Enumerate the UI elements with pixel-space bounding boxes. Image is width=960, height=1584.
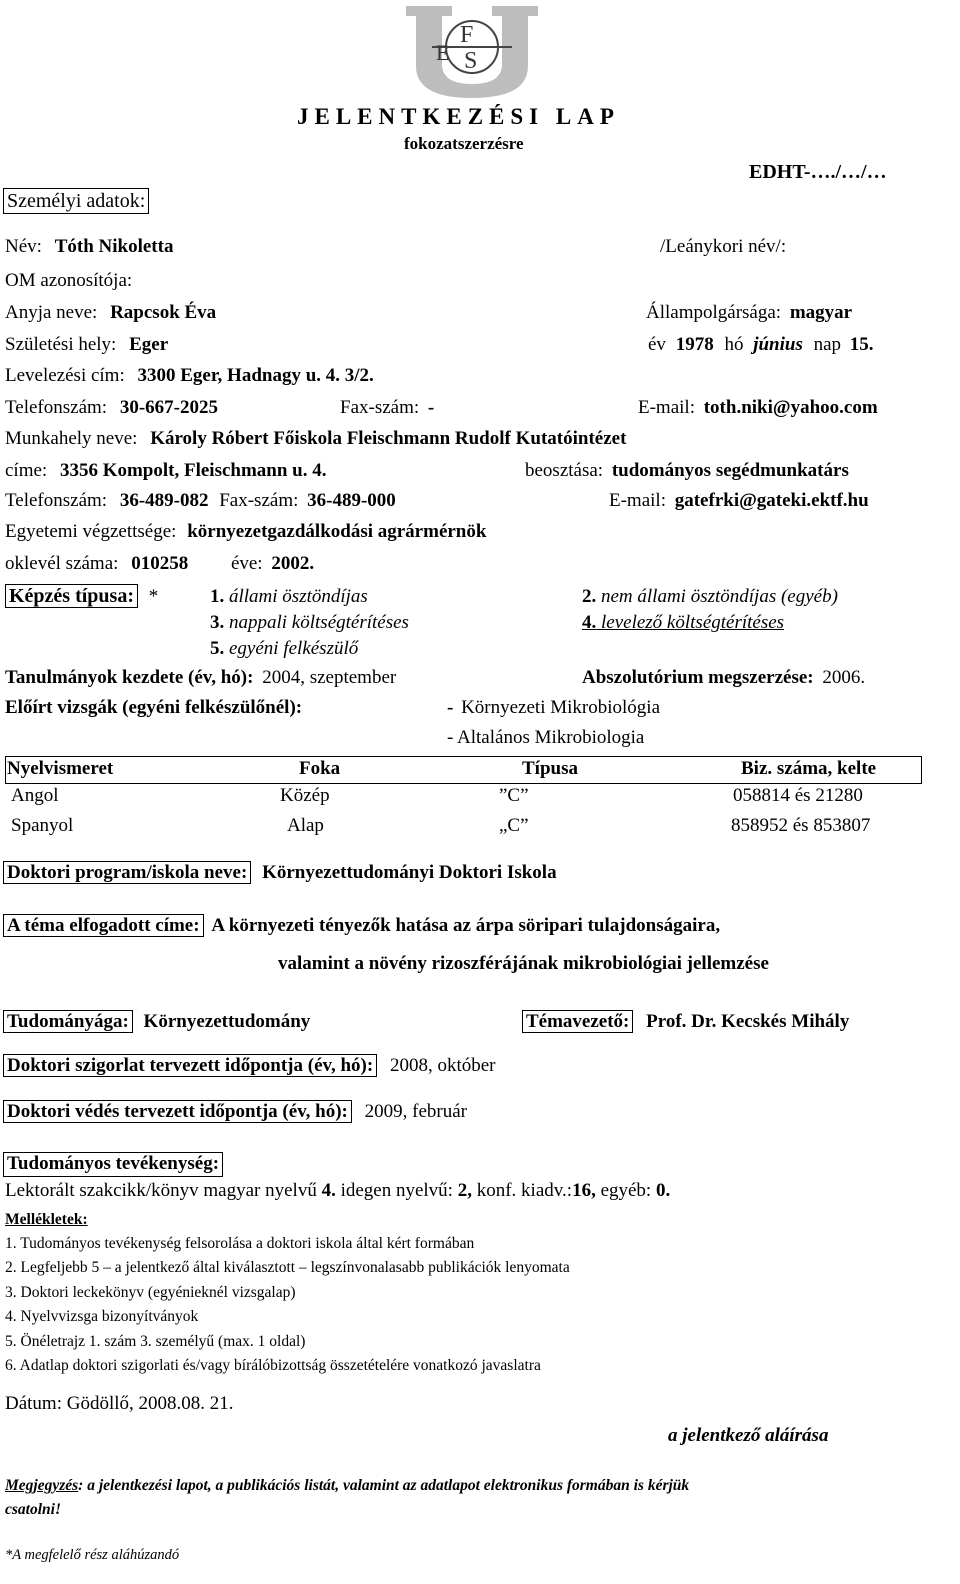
activity-text-c: konf. kiadv.: — [476, 1180, 573, 1201]
absolutorium-row — [582, 667, 865, 690]
cell-certificate: 058814 és 21280 — [733, 785, 863, 806]
workplace-address-row — [5, 460, 327, 483]
workplace-fax-value: 36-489-000 — [307, 490, 396, 511]
training-star: * — [148, 586, 159, 607]
workplace-value: Károly Róbert Főiskola Fleischmann Rudolf Kutatóintézet — [150, 428, 627, 449]
degree-value: környezetgazdálkodási agrármérnök — [187, 521, 487, 542]
defense-date-row — [3, 1101, 467, 1124]
citizenship-row — [646, 302, 852, 325]
list-item: 1. Tudományos tevékenység felsorolása a doktori iskola által kért formában — [5, 1235, 475, 1252]
col-header-certificate: Biz. száma, kelte — [741, 758, 877, 779]
note-line-1 — [5, 1477, 689, 1496]
email-value[interactable]: toth.niki@yahoo.com — [703, 397, 878, 418]
workplace-fax-label: Fax-szám: — [219, 490, 299, 511]
birthplace-value: Eger — [129, 334, 169, 355]
list-item: 4. Nyelvvizsga bizonyítványok — [5, 1308, 199, 1326]
personal-phone-row — [5, 397, 218, 420]
workplace-phone-label: Telefonszám: — [5, 490, 108, 511]
field-value: Környezettudomány — [143, 1011, 311, 1032]
supervisor-value: Prof. Dr. Kecskés Mihály — [646, 1011, 850, 1032]
attachments-label: Mellékletek: — [5, 1211, 88, 1228]
activity-val-c: 16, — [572, 1180, 596, 1201]
study-start-value: 2004, szeptember — [262, 667, 397, 688]
topic-row — [3, 915, 720, 938]
training-option-4-selected[interactable] — [582, 612, 784, 635]
language-table — [5, 756, 922, 844]
study-start-row — [5, 667, 396, 690]
diploma-year-label: éve: — [230, 553, 263, 574]
option-1-num: 1. — [210, 586, 225, 607]
activity-text-a: Lektorált szakcikk/könyv magyar nyelvű — [5, 1180, 317, 1201]
fax-value: - — [427, 397, 435, 418]
list-item: 2. Legfeljebb 5 – a jelentkező által kiválasztott – legszínvonalasabb publikációk lenyomata — [5, 1259, 570, 1277]
activity-val-b: 2, — [457, 1180, 472, 1201]
year-label: év — [648, 334, 666, 355]
training-option-2[interactable] — [582, 586, 838, 609]
study-start-label: Tanulmányok kezdete (év, hó): — [5, 667, 254, 688]
option-2-num: 2. — [582, 586, 597, 607]
diploma-year-value: 2002. — [271, 553, 315, 574]
activity-val-a: 4. — [321, 1180, 336, 1201]
birth-year: 1978 — [675, 334, 714, 355]
training-option-5[interactable] — [210, 638, 358, 661]
activity-text-d: egyéb: — [600, 1180, 652, 1201]
topic-line-1: A környezeti tényezők hatása az árpa söripari tulajdonságaira, — [211, 915, 721, 936]
option-3-text: nappali költségtérítéses — [229, 612, 409, 633]
option-3-num: 3. — [210, 612, 225, 633]
name-label: Név: — [5, 236, 42, 257]
option-1-text: állami ösztöndíjas — [229, 586, 368, 607]
svg-text:E: E — [436, 40, 450, 65]
workplace-email-label: E-mail: — [609, 490, 666, 511]
workplace-email-row — [609, 490, 869, 513]
workplace-address-label: címe: — [5, 460, 48, 481]
personal-fax-row — [340, 397, 434, 420]
birthplace-row — [5, 334, 168, 357]
form-subtitle: fokozatszerzésre — [404, 134, 524, 153]
fax-label: Fax-szám: — [340, 397, 420, 418]
note-text-1: : a jelentkezési lapot, a publikációs listát, valamint az adatlapot elektronikus formában is kérjük — [78, 1477, 690, 1494]
personal-email-row — [638, 397, 878, 420]
program-label: Doktori program/iskola neve: — [3, 861, 251, 884]
topic-line-2: valamint a növény rizoszférájának mikrobiológiai jellemzése — [278, 953, 769, 974]
program-row — [3, 862, 557, 885]
exam-date-label: Doktori szigorlat tervezett időpontja (év, hó): — [3, 1054, 377, 1077]
activity-val-d: 0. — [655, 1180, 671, 1201]
diploma-row — [5, 553, 314, 576]
name-row — [5, 236, 173, 259]
phone-label: Telefonszám: — [5, 397, 108, 418]
cell-language: Spanyol — [11, 815, 74, 836]
mother-label: Anyja neve: — [5, 302, 98, 323]
date-line: Dátum: Gödöllő, 2008.08. 21. — [5, 1393, 234, 1414]
list-item: 6. Adatlap doktori szigorlati és/vagy bírálóbizottság összetételére vonatkozó javaslatra — [5, 1357, 541, 1375]
option-2-text: nem állami ösztöndíjas (egyéb) — [601, 586, 838, 607]
form-title: JELENTKEZÉSI LAP — [297, 104, 620, 129]
reference-code: EDHT-…./…/… — [749, 161, 887, 183]
topic-label: A téma elfogadott címe: — [3, 914, 204, 937]
list-item: 3. Doktori leckekönyv (egyénieknél vizsgalap) — [5, 1283, 296, 1301]
cell-level: Közép — [280, 785, 330, 806]
col-header-level: Foka — [299, 758, 341, 779]
list-item: 5. Önéletrajz 1. szám 3. személyű (max. 1 oldal) — [5, 1332, 306, 1350]
position-row — [525, 460, 849, 483]
field-label: Tudományága: — [3, 1010, 133, 1033]
cell-certificate: 858952 és 853807 — [731, 815, 871, 836]
signature-label: a jelentkező aláírása — [668, 1425, 829, 1446]
field-row — [3, 1011, 310, 1034]
note-label: Megjegyzés — [5, 1477, 79, 1494]
col-header-type: Típusa — [522, 758, 578, 779]
option-5-num: 5. — [210, 638, 225, 659]
training-option-1[interactable] — [210, 586, 368, 609]
defense-date-value: 2009, február — [364, 1101, 467, 1122]
cell-type: ”C” — [499, 785, 529, 806]
birthplace-label: Születési hely: — [5, 334, 117, 355]
mother-row — [5, 302, 216, 325]
diploma-label: oklevél száma: — [5, 553, 119, 574]
activity-label: Tudományos tevékenység: — [3, 1152, 223, 1177]
workplace-label: Munkahely neve: — [5, 428, 138, 449]
workplace-phone-row — [5, 490, 396, 513]
exam-1 — [447, 697, 660, 720]
absolutorium-label: Abszolutórium megszerzése: — [582, 667, 814, 688]
exams-label-text: Előírt vizsgák (egyéni felkészülőnél): — [5, 697, 303, 718]
footnote: *A megfelelő rész aláhúzandó — [5, 1547, 180, 1563]
birthdate-row — [648, 334, 874, 357]
cell-type: „C” — [499, 815, 529, 836]
workplace-row — [5, 428, 626, 451]
name-value: Tóth Nikoletta — [54, 236, 174, 257]
cell-level: Alap — [287, 815, 324, 836]
phone-value: 30-667-2025 — [119, 397, 218, 418]
cell-language: Angol — [11, 785, 59, 806]
program-value: Környezettudományi Doktori Iskola — [262, 862, 557, 883]
exams-label — [5, 697, 302, 720]
supervisor-label: Témavezető: — [522, 1010, 633, 1033]
activity-row — [5, 1180, 670, 1203]
supervisor-row — [522, 1011, 849, 1034]
workplace-address-value: 3356 Kompolt, Fleischmann u. 4. — [59, 460, 327, 481]
exam-date-value: 2008, október — [389, 1055, 496, 1076]
svg-text:F: F — [460, 22, 474, 48]
option-4-text: levelező költségtérítéses — [601, 612, 785, 633]
mother-value: Rapcsok Éva — [110, 302, 217, 323]
exam-1-text: Környezeti Mikrobiológia — [461, 697, 661, 718]
training-type-label: Képzés típusa: — [5, 584, 138, 608]
citizenship-label: Állampolgársága: — [646, 302, 782, 323]
position-label: beosztása: — [525, 460, 604, 481]
exam-date-row — [3, 1055, 495, 1078]
table-row — [5, 784, 922, 814]
absolutorium-value: 2006. — [822, 667, 866, 688]
svg-text:S: S — [464, 48, 478, 74]
degree-label: Egyetemi végzettsége: — [5, 521, 177, 542]
language-table-header — [5, 756, 922, 784]
birth-month: június — [753, 334, 803, 355]
university-logo — [402, 2, 542, 98]
activity-text-b: idegen nyelvű: — [340, 1180, 453, 1201]
degree-row — [5, 521, 486, 544]
option-4-num: 4. — [582, 612, 597, 633]
month-label: hó — [724, 334, 744, 355]
attachments-list — [5, 1232, 570, 1378]
om-id-label: OM azonosítója: — [5, 270, 133, 291]
training-row — [5, 584, 158, 609]
exam-2: - Altalános Mikrobiologia — [447, 727, 645, 748]
address-label: Levelezési cím: — [5, 365, 125, 386]
workplace-phone-value: 36-489-082 — [119, 490, 209, 511]
training-option-3[interactable] — [210, 612, 409, 635]
diploma-value: 010258 — [131, 553, 189, 574]
address-row — [5, 365, 374, 388]
citizenship-value: magyar — [789, 302, 853, 323]
defense-date-label: Doktori védés tervezett időpontja (év, hó): — [3, 1100, 352, 1123]
option-5-text: egyéni felkészülő — [229, 638, 359, 659]
position-value: tudományos segédmunkatárs — [611, 460, 849, 481]
birth-day: 15. — [849, 334, 874, 355]
day-label: nap — [813, 334, 842, 355]
note-line-2: csatolni! — [5, 1501, 61, 1518]
exam-1-dash: - — [447, 697, 454, 718]
col-header-language: Nyelvismeret — [7, 758, 114, 779]
address-value: 3300 Eger, Hadnagy u. 4. 3/2. — [137, 365, 374, 386]
personal-section-label: Személyi adatok: — [3, 188, 149, 214]
maiden-name-label: /Leánykori név/: — [660, 236, 787, 257]
workplace-email-value[interactable]: gatefrki@gateki.ektf.hu — [674, 490, 869, 511]
email-label: E-mail: — [638, 397, 695, 418]
table-row — [5, 814, 922, 844]
